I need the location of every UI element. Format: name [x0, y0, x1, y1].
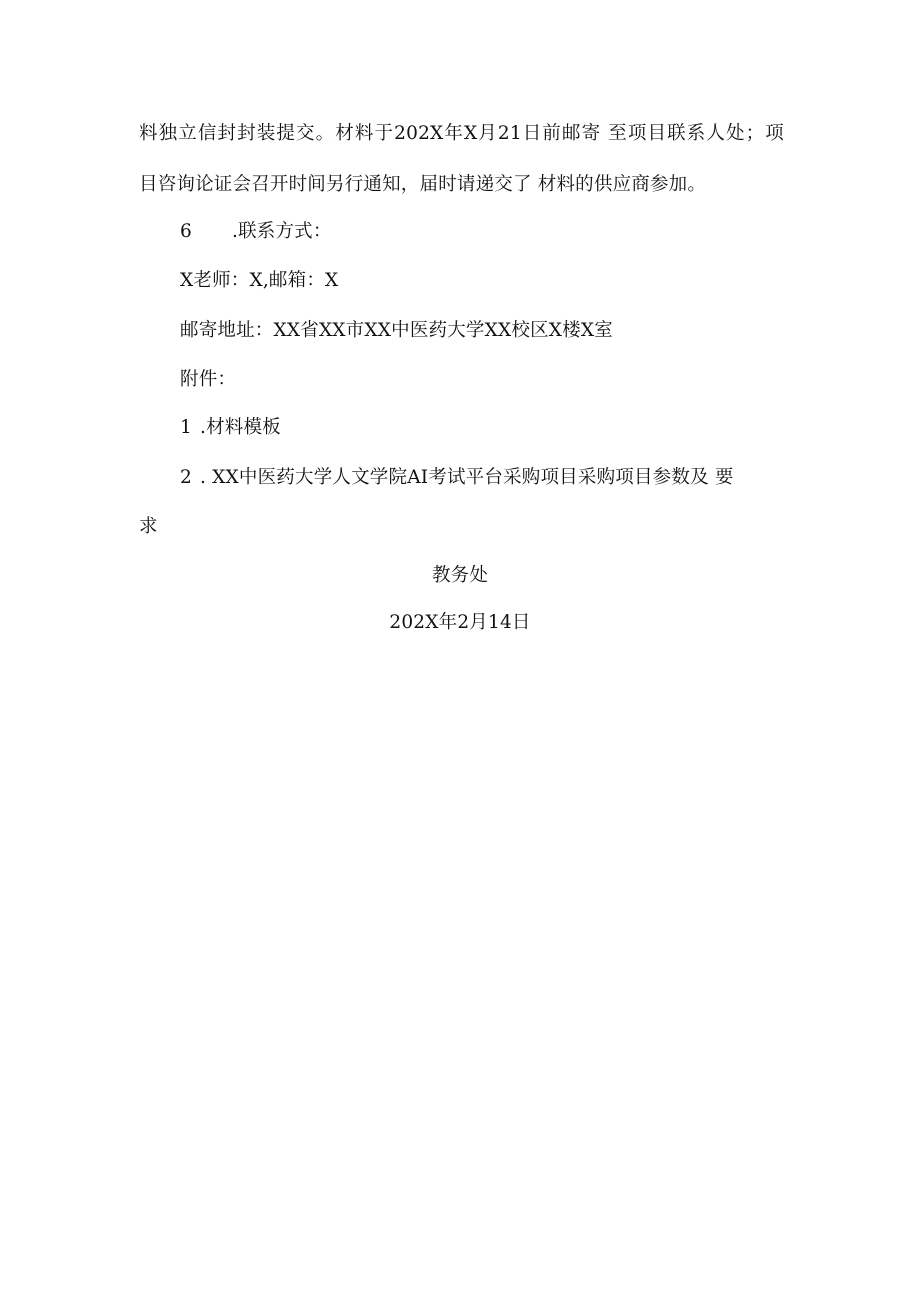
issuer: 教务处 [431, 565, 489, 586]
contact-heading: .联系方式： [232, 221, 332, 242]
attachment-number-2: 2 [180, 467, 192, 488]
attachment-item-1 [180, 415, 281, 441]
issue-date: 202X年2月14日 [389, 612, 531, 633]
attachment-item-2-continued: 求 [139, 516, 158, 537]
attachment-number-1: 1 [180, 417, 192, 438]
mailing-address: 邮寄地址：XX省XX市XX中医药大学XX校区X楼X室 [180, 320, 613, 341]
attachments-heading: 附件： [180, 369, 237, 390]
contact-person: X老师：X,邮箱：X [180, 270, 339, 291]
paragraph-line-1: 料独立信封封装提交。材料于202X年X月21日前邮寄 至项目联系人处；项 [139, 123, 784, 144]
attachment-item-2 [180, 465, 734, 491]
attachment-text-1: .材料模板 [200, 417, 281, 438]
paragraph-line-2: 目咨询论证会召开时间另行通知，届时请递交了 材料的供应商参加。 [139, 174, 707, 195]
section-number: 6 [180, 221, 192, 242]
attachment-text-2: . XX中医药大学人文学院AI考试平台采购项目采购项目参数及 要 [200, 467, 734, 488]
contact-heading-line [180, 219, 332, 245]
